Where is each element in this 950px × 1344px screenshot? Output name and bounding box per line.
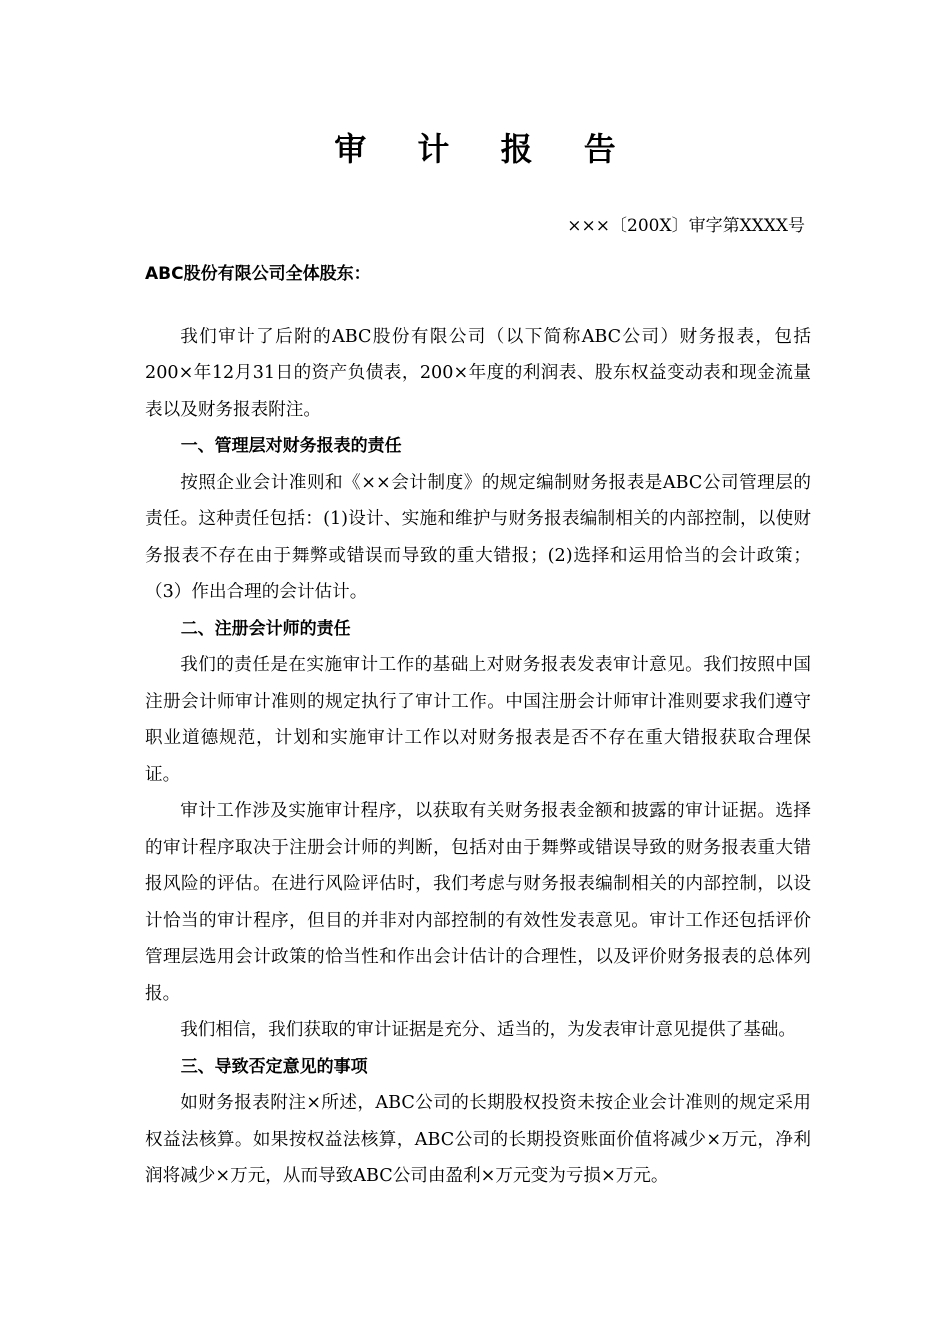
addressee: ABC股份有限公司全体股东：	[145, 264, 371, 284]
auditor-responsibility-paragraph-3: 我们相信，我们获取的审计证据是充分、适当的，为发表审计意见提供了基础。	[180, 1020, 796, 1040]
auditor-responsibility-paragraph-2: 审计工作涉及实施审计程序，以获取有关财务报表金额和披露的审计证据。选择的审计程序取决于注册会计师的判断，包括对由于舞弊或错误导致的财务报表重大错报风险的评估。在进行风险评估时，我们考虑与财务报表编制相关的内部控制，以设计恰当的审计程序，但目的并非对内部控制的有效性发表意见。审计工作还包括评价管理层选用会计政策的恰当性和作出会计估计的合理性，以及评价财务报表的总体列报。	[145, 801, 811, 1004]
auditor-responsibility-paragraph-1: 我们的责任是在实施审计工作的基础上对财务报表发表审计意见。我们按照中国注册会计师审计准则的规定执行了审计工作。中国注册会计师审计准则要求我们遵守职业道德规范，计划和实施审计工作以对财务报表是否不存在重大错报获取合理保证。	[145, 655, 811, 785]
adverse-opinion-basis-paragraph: 如财务报表附注×所述，ABC公司的长期股权投资未按企业会计准则的规定采用权益法核算。如果按权益法核算，ABC公司的长期投资账面价值将减少×万元，净利润将减少×万元，从而导致ABC公司由盈利×万元变为亏损×万元。	[145, 1093, 811, 1186]
section-heading-management-responsibility: 一、管理层对财务报表的责任	[180, 436, 402, 456]
management-responsibility-paragraph: 按照企业会计准则和《××会计制度》的规定编制财务报表是ABC公司管理层的责任。这种责任包括：(1)设计、实施和维护与财务报表编制相关的内部控制，以使财务报表不存在由于舞弊或错误而导致的重大错报；(2)选择和运用恰当的会计政策；（3）作出合理的会计估计。	[145, 472, 811, 602]
report-body	[145, 256, 811, 1195]
section-heading-auditor-responsibility: 二、注册会计师的责任	[180, 618, 351, 639]
section-heading-adverse-opinion-basis: 三、导致否定意见的事项	[180, 1056, 368, 1077]
report-title: 审 计 报 告	[334, 130, 636, 168]
report-reference-number: ×××〔200X〕审字第XXXX号	[567, 216, 805, 236]
intro-paragraph: 我们审计了后附的ABC股份有限公司（以下简称ABC公司）财务报表，包括200×年12月31日的资产负债表，200×年度的利润表、股东权益变动表和现金流量表以及财务报表附注。	[145, 326, 811, 420]
